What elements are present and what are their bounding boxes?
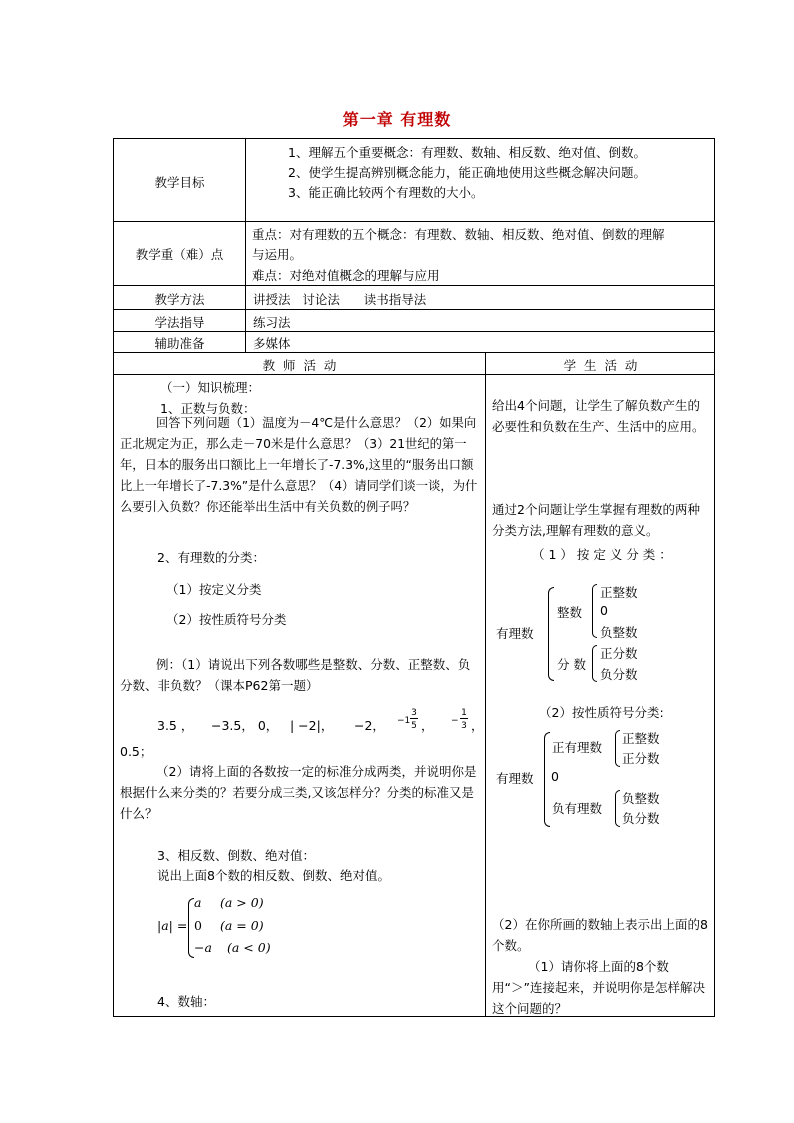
method-label: 教学方法 [154,292,205,307]
abs-case-value: a [194,895,202,910]
row-divider [113,221,715,222]
tree1-fraction: 分 数 [557,657,586,672]
tree2-positive-fraction: 正分数 [622,751,660,766]
tree1-fraction-brace [592,645,597,682]
tree2-positive: 正有理数 [552,740,603,755]
fraction-sign: −1 [397,716,411,726]
objective-item-1: 1、理解五个重要概念：有理数、数轴、相反数、绝对值、倒数。 [288,145,646,160]
abs-case-value: 0 [194,918,202,933]
fraction-sign: − [451,716,459,726]
tree-heading-by-sign: （2）按性质符号分类: [539,705,664,720]
fraction-denominator: 5 [411,721,417,731]
number-separator: ， [421,718,434,733]
abs-case-condition: (a = 0) [220,918,264,933]
student-column-header: 学 生 活 动 [563,358,638,373]
student-paragraph-2: 通过2个问题让学生掌握有理数的两种分类方法,理解有理数的意义。 [492,502,700,538]
row-divider [113,331,715,332]
tree2-positive-brace [615,730,620,767]
fraction-numerator: 3 [411,708,417,718]
number-item: | −2|， [290,718,334,733]
objective-item-2: 2、使学生提高辨别概念能力，能正确地使用这些概念解决问题。 [288,165,646,180]
teacher-column-header: 教 师 活 动 [262,358,337,373]
row-divider [113,285,715,286]
row-divider [113,374,715,375]
example-paragraph: 例：（1）请说出下列各数哪些是整数、分数、正整数、负分数、非负数？（课本P62第一题） [120,657,471,693]
section-classification: 2、有理数的分类： [157,550,265,565]
study-label: 学法指导 [154,315,205,330]
tree2-negative: 负有理数 [552,801,603,816]
row-divider [113,352,715,353]
number-item: 0.5； [120,744,153,759]
row-divider [113,309,715,310]
prep-value: 多媒体 [253,336,291,351]
column-divider [485,352,486,1017]
tree1-brace [548,587,554,681]
tree1-positive-fraction: 正分数 [600,646,638,661]
section-number-line: 4、数轴： [157,994,215,1009]
key-point-line-2: 与运用。 [252,247,303,262]
column-divider [245,138,246,352]
method-value: 讲授法 讨论法 读书指导法 [253,292,427,307]
study-value: 练习法 [253,315,291,330]
keypoints-label: 教学重（难）点 [135,247,224,262]
number-item: −3.5， 0， [211,718,279,733]
teacher-questions-paragraph: 回答下列问题（1）温度为－4℃是什么意思？（2）如果向正北规定为正，那么走－70米是什么意思？（3）21世纪的第一年，日本的服务出口额比上一年增长了-7.3%,这里的“服务出口额比上一年增长了-7.3%”是什么意思？（4）请同学们谈一谈，为什么要引入负数？你还能举出生活中有关负数的例子吗？ [120,416,478,514]
student-paragraph-3: （2）在你所画的数轴上表示出上面的8个数。 [492,917,708,953]
abs-question: 说出上面8个数的相反数、倒数、绝对值。 [157,868,390,883]
number-item: 3.5 ， [157,718,194,733]
student-paragraph-4: （1）请你将上面的8个数用“＞”连接起来，并说明你是怎样解决这个问题的？ [492,959,705,1016]
tree1-integer: 整数 [557,605,583,620]
classification-question: （2）请将上面的各数按一定的标准分成两类，并说明你是根据什么来分类的？若要分成三类,又该怎样分？分类的标准又是什么？ [120,764,477,821]
section-opposite-reciprocal-abs: 3、相反数、倒数、绝对值： [157,848,315,863]
tree2-negative-fraction: 负分数 [622,811,660,826]
section-knowledge-review: （一）知识梳理： [160,380,261,395]
tree1-integer-brace [592,584,597,638]
abs-case-value: −a [194,940,212,955]
tree2-root: 有理数 [496,771,534,786]
key-point-line-1: 重点：对有理数的五个概念：有理数、数轴、相反数、绝对值、倒数的理解 [252,227,665,242]
tree2-negative-integer: 负整数 [622,791,660,806]
tree2-brace [544,732,550,827]
tree-heading-by-definition: （ 1 ） 按 定 义 分 类 ： [532,547,672,562]
tree2-zero: 0 [551,769,559,784]
tree1-negative-fraction: 负分数 [600,667,638,682]
page-title: 第一章 有理数 [342,110,452,129]
objectives-label: 教学目标 [154,175,205,190]
tree1-zero: 0 [600,603,608,618]
student-paragraph-1: 给出4个问题，让学生了解负数产生的必要性和负数在生产、生活中的应用。 [492,398,705,434]
abs-case-condition: (a < 0) [227,940,271,955]
classify-by-sign: （2）按性质符号分类 [166,612,287,627]
classify-by-definition: （1）按定义分类 [166,582,262,597]
tree2-positive-integer: 正整数 [622,731,660,746]
section-positive-negative: 1、正数与负数： [160,401,256,416]
abs-case-condition: (a > 0) [220,895,264,910]
prep-label: 辅助准备 [154,336,205,351]
number-item: −2， [354,718,385,733]
objective-item-3: 3、能正确比较两个有理数的大小。 [288,185,484,200]
fraction-numerator: 1 [461,708,467,718]
number-separator: ， [471,718,484,733]
fraction-denominator: 3 [461,721,467,731]
tree1-root: 有理数 [496,626,534,641]
difficulty-point: 难点：对绝对值概念的理解与应用 [252,268,440,283]
tree2-negative-brace [615,790,620,827]
tree1-positive-integer: 正整数 [600,585,638,600]
abs-lhs: |a| = [157,918,188,933]
tree1-negative-integer: 负整数 [600,625,638,640]
